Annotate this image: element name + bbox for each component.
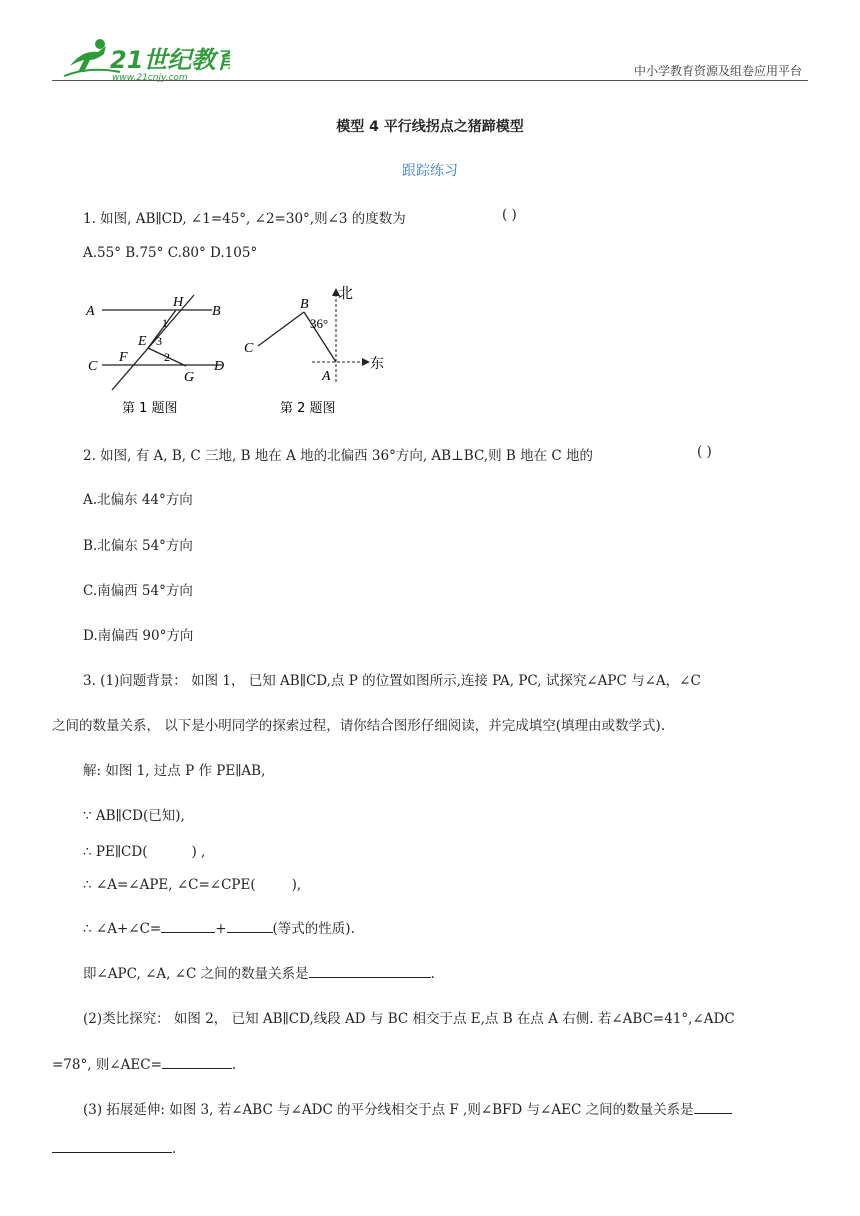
svg-text:D: D bbox=[214, 359, 225, 374]
header-divider bbox=[52, 80, 808, 81]
section-subtitle: 跟踪练习 bbox=[402, 163, 458, 179]
svg-text:北: 北 bbox=[338, 286, 354, 302]
page-title: 模型 4 平行线拐点之猪蹄模型 bbox=[336, 119, 524, 135]
svg-text:1: 1 bbox=[162, 316, 168, 330]
svg-text:A: A bbox=[86, 304, 95, 319]
svg-text:A: A bbox=[322, 369, 331, 384]
svg-text:G: G bbox=[184, 370, 195, 385]
svg-text:36°: 36° bbox=[310, 316, 329, 331]
svg-text:B: B bbox=[212, 304, 221, 319]
q3-line-6: ∴ ∠A=∠APE, ∠C=∠CPE( ), bbox=[83, 877, 302, 893]
svg-text:东: 东 bbox=[370, 357, 384, 372]
svg-text:3: 3 bbox=[156, 334, 162, 348]
blank-4 bbox=[162, 1054, 232, 1069]
q2-answer-paren: ( ) bbox=[697, 444, 712, 460]
figure-2 bbox=[240, 282, 390, 420]
svg-text:C: C bbox=[244, 341, 254, 356]
q3-line-9: (2)类比探究： 如图 2， 已知 AB∥CD,线段 AD 与 BC 相交于点 E,点 B 在点 A 右侧. 若∠ABC=41°,∠ADC bbox=[83, 1011, 735, 1027]
q2-option-a: A.北偏东 44°方向 bbox=[83, 492, 193, 508]
q3-line-4: ∵ AB∥CD(已知), bbox=[83, 808, 185, 824]
svg-text:F: F bbox=[119, 350, 128, 365]
svg-text:H: H bbox=[173, 295, 184, 310]
q3-line-12: . bbox=[52, 1138, 176, 1157]
site-logo bbox=[60, 36, 230, 84]
q1-options: A.55° B.75° C.80° D.105° bbox=[83, 245, 258, 261]
q3-line-10: =78°, 则∠AEC= . bbox=[52, 1053, 236, 1073]
svg-text:第 2 题图: 第 2 题图 bbox=[280, 401, 336, 416]
q2-stem: 2. 如图, 有 A, B, C 三地, B 地在 A 地的北偏西 36°方向, AB⊥BC,则 B 地在 C 地的 bbox=[83, 448, 594, 464]
q2-option-d: D.南偏西 90°方向 bbox=[83, 628, 194, 644]
svg-text:E: E bbox=[138, 334, 147, 349]
svg-text:第 1 题图: 第 1 题图 bbox=[122, 401, 178, 416]
q3-line-2: 之间的数量关系， 以下是小明同学的探索过程，请你结合图形仔细阅读，并完成填空(填理由或数学式). bbox=[52, 718, 666, 734]
q3-line-7: ∴ ∠A+∠C= + (等式的性质). bbox=[83, 917, 355, 937]
q1-stem: 1. 如图, AB∥CD, ∠1=45°, ∠2=30°,则∠3 的度数为 bbox=[83, 211, 406, 227]
q3-line-11: (3) 拓展延伸: 如图 3, 若∠ABC 与∠ADC 的平分线相交于点 F ,则∠BFD 与∠AEC 之间的数量关系是 bbox=[83, 1098, 732, 1118]
svg-text:C: C bbox=[88, 359, 98, 374]
q3-line-3: 解: 如图 1, 过点 P 作 PE∥AB, bbox=[83, 763, 266, 779]
q1-answer-paren: ( ) bbox=[502, 207, 517, 223]
svg-text:2: 2 bbox=[164, 350, 170, 364]
q3-line-1: 3. (1)问题背景： 如图 1， 已知 AB∥CD,点 P 的位置如图所示,连接 PA, PC, 试探究∠APC 与∠A，∠C bbox=[83, 673, 701, 689]
q3-line-5: ∴ PE∥CD( ) , bbox=[83, 844, 206, 860]
logo-text: 21世纪教育 bbox=[110, 46, 230, 74]
figure-1 bbox=[84, 290, 234, 420]
blank-2 bbox=[227, 918, 273, 933]
q3-line-8: 即∠APC, ∠A, ∠C 之间的数量关系是 . bbox=[83, 962, 435, 982]
q2-option-b: B.北偏东 54°方向 bbox=[83, 538, 193, 554]
blank-5 bbox=[694, 1099, 732, 1114]
blank-6 bbox=[52, 1138, 172, 1153]
logo-url: www.21cnjy.com bbox=[112, 73, 188, 83]
svg-text:B: B bbox=[300, 297, 309, 312]
platform-name: 中小学教育资源及组卷应用平台 bbox=[633, 64, 802, 78]
blank-1 bbox=[161, 918, 215, 933]
q2-option-c: C.南偏西 54°方向 bbox=[83, 583, 193, 599]
blank-3 bbox=[309, 963, 431, 978]
